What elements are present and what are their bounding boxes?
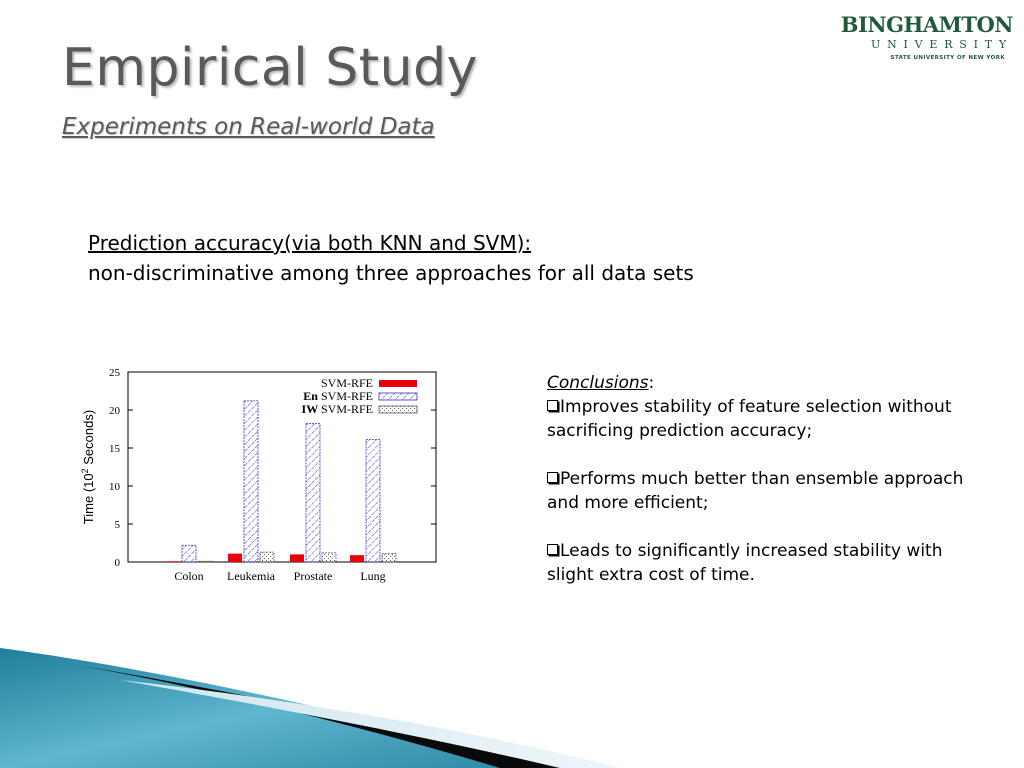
bar-en-svm-rfe [182, 545, 196, 562]
x-tick-label: Prostate [293, 569, 333, 583]
bar-svm-rfe [350, 555, 364, 562]
legend [302, 376, 417, 416]
conclusion-item [547, 539, 967, 587]
bars [166, 401, 396, 562]
bar-iw-svm-rfe [382, 554, 396, 562]
conclusions-block [547, 371, 967, 587]
conclusions-heading: Conclusions [547, 373, 649, 393]
conclusion-text: Performs much better than ensemble approach and more efficient; [547, 469, 964, 513]
legend-label: En SVM-RFE [303, 389, 373, 403]
slide-title: Empirical Study [62, 38, 478, 98]
conclusion-text: Improves stability of feature selection without sacrificing prediction accuracy; [547, 397, 952, 441]
logo-line-2: UNIVERSITY [871, 38, 1013, 51]
y-tick-label: 10 [109, 481, 120, 493]
conclusion-item [547, 467, 967, 515]
y-axis-label: Time ($10^2$ Seconds) [80, 409, 96, 525]
university-logo [840, 10, 1017, 70]
x-tick-label: Leukemia [227, 569, 275, 583]
legend-swatch [379, 380, 417, 387]
conclusion-text: Leads to significantly increased stability with slight extra cost of time. [547, 541, 943, 585]
x-tick-label: Lung [360, 569, 386, 583]
prediction-block [88, 228, 694, 288]
bar-iw-svm-rfe [260, 552, 274, 562]
bar-iw-svm-rfe [322, 553, 336, 562]
y-tick-label: 5 [114, 519, 120, 531]
legend-label: SVM-RFE [320, 376, 373, 390]
checkbox-bullet-icon [547, 472, 558, 483]
logo-line-1: BINGHAMTON [840, 12, 1013, 37]
plot-frame [128, 372, 436, 562]
legend-item [303, 389, 417, 403]
legend-item [302, 402, 417, 416]
bar-iw-svm-rfe [198, 561, 212, 562]
bar-svm-rfe [228, 554, 242, 562]
bar-svm-rfe [166, 561, 180, 562]
y-tick-label: 0 [114, 557, 120, 569]
bar-en-svm-rfe [306, 424, 320, 562]
checkbox-bullet-icon [547, 544, 558, 555]
legend-label: IW SVM-RFE [301, 402, 373, 416]
conclusion-item [547, 395, 967, 443]
legend-item [321, 376, 417, 390]
prediction-heading: Prediction accuracy(via both KNN and SVM): [88, 231, 532, 255]
y-tick-label: 25 [109, 367, 120, 379]
checkbox-bullet-icon [547, 400, 558, 411]
time-bar-chart [76, 358, 456, 598]
x-tick-label: Colon [174, 569, 204, 583]
conclusions-colon: : [648, 373, 655, 393]
bar-en-svm-rfe [366, 440, 380, 562]
legend-swatch [379, 406, 417, 413]
slide-subtitle: Experiments on Real-world Data [62, 114, 435, 140]
legend-swatch [379, 393, 417, 400]
decorative-wave [0, 640, 1024, 768]
bar-svm-rfe [290, 554, 304, 562]
logo-line-3: STATE UNIVERSITY OF NEW YORK [890, 55, 1005, 61]
bar-en-svm-rfe [244, 401, 258, 562]
x-axis [174, 569, 385, 583]
prediction-text: non-discriminative among three approaches for all data sets [88, 261, 694, 285]
y-tick-label: 15 [109, 443, 120, 455]
y-tick-label: 20 [109, 405, 120, 417]
